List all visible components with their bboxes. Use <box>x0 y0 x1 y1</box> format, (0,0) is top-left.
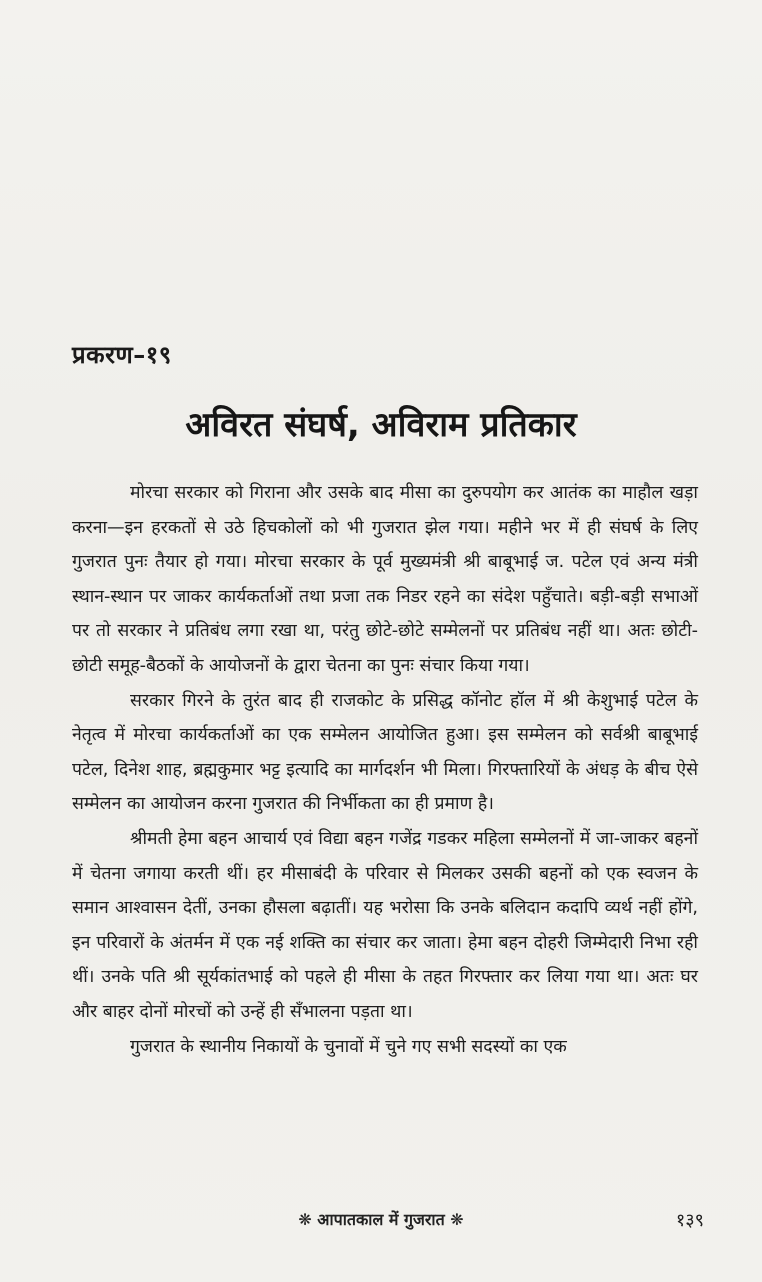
chapter-title: अविरत संघर्ष, अविराम प्रतिकार <box>185 405 577 445</box>
paragraph: गुजरात के स्थानीय निकायों के चुनावों में चुने गए सभी सदस्यों का एक <box>130 1036 567 1057</box>
paragraph: मोरचा सरकार को गिराना और उसके बाद मीसा का दुरुपयोग कर आतंक का माहौल खड़ा करना—इन हरकतों से उठे हिचकोलों को भी गुजरात झेल गया। महीने भर में ही संघर्ष के लिए गुजरात पुनः तैयार हो गया। मोरचा सरकार के पूर्व मुख्यमंत्री श्री बाबूभाई ज. पटेल एवं अन्य मंत्री स्थान-स्थान पर जाकर कार्यकर्ताओं तथा प्रजा तक निडर रहने का संदेश पहुँचाते। बड़ी-बड़ी सभाओं पर तो सरकार ने प्रतिबंध लगा रखा था, परंतु छोटे-छोटे सम्मेलनों पर प्रतिबंध नहीं था। अतः छोटी-छोटी समूह-बैठकों के आयोजनों के द्वारा चेतना का पुनः संचार किया गया। <box>72 483 698 676</box>
paragraph: श्रीमती हेमा बहन आचार्य एवं विद्या बहन गजेंद्र गडकर महिला सम्मेलनों में जा-जाकर बहनों में चेतना जगाया करती थीं। हर मीसाबंदी के परिवार से मिलकर उसकी बहनों को एक स्वजन के समान आश्वासन देतीं, उनका हौसला बढ़ातीं। यह भरोसा कि उनके बलिदान कदापि व्यर्थ नहीं होंगे, इन परिवारों के अंतर्मन में एक नई शक्ति का संचार कर जाता। हेमा बहन दोहरी जिम्मेदारी निभा रही थीं। उनके पति श्री सूर्यकांतभाई को पहले ही मीसा के तहत गिरफ्तार कर लिया गया था। अतः घर और बाहर दोनों मोरचों को उन्हें ही सँभालना पड़ता था। <box>72 828 698 1022</box>
page-number: १३९ <box>675 1210 704 1231</box>
running-footer-title: ❋ आपातकाल में गुजरात ❋ <box>298 1210 464 1229</box>
body-text <box>72 476 698 1064</box>
paragraph: सरकार गिरने के तुरंत बाद ही राजकोट के प्रसिद्ध कॉनोट हॉल में श्री केशुभाई पटेल के नेतृत्व में मोरचा कार्यकर्ताओं का एक सम्मेलन आयोजित हुआ। इस सम्मेलन को सर्वश्री बाबूभाई पटेल, दिनेश शाह, ब्रह्मकुमार भट्ट इत्यादि का मार्गदर्शन भी मिला। गिरफ्तारियों के अंधड़ के बीच ऐसे सम्मेलन का आयोजन करना गुजरात की निर्भीकता का ही प्रमाण है। <box>72 690 698 815</box>
chapter-label: प्रकरण–१९ <box>72 341 172 369</box>
